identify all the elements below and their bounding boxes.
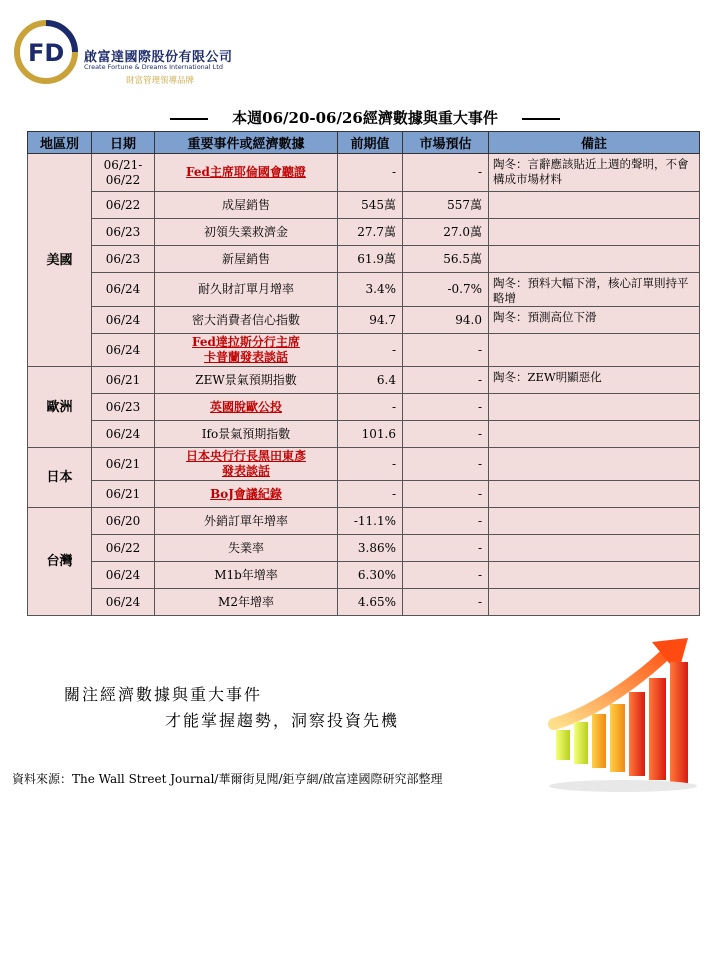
previous-value-cell: - <box>338 394 403 421</box>
date-cell: 06/21 <box>92 481 155 508</box>
previous-value-cell: 6.30% <box>338 562 403 589</box>
date-cell: 06/24 <box>92 273 155 307</box>
note-cell <box>489 334 700 367</box>
date-cell: 06/21 <box>92 448 155 481</box>
date-cell: 06/24 <box>92 307 155 334</box>
event-cell: 密大消費者信心指數 <box>155 307 338 334</box>
note-cell <box>489 219 700 246</box>
table-row <box>28 246 700 273</box>
date-cell: 06/24 <box>92 334 155 367</box>
previous-value-cell: - <box>338 334 403 367</box>
header-date: 日期 <box>92 132 155 154</box>
header-event: 重要事件或經濟數據 <box>155 132 338 154</box>
forecast-value-cell: 94.0 <box>403 307 489 334</box>
table-row <box>28 535 700 562</box>
forecast-value-cell: - <box>403 421 489 448</box>
forecast-value-cell: - <box>403 562 489 589</box>
svg-text:FD: FD <box>28 39 65 67</box>
event-cell: Fed達拉斯分行主席 卡普蘭發表談話 <box>155 334 338 367</box>
title-rule-right <box>522 118 560 120</box>
forecast-value-cell: - <box>403 535 489 562</box>
event-cell: 英國脫歐公投 <box>155 394 338 421</box>
growth-bars-arrow-icon <box>548 634 704 794</box>
table-body <box>28 154 700 616</box>
table-row <box>28 219 700 246</box>
date-cell: 06/23 <box>92 394 155 421</box>
note-cell <box>489 421 700 448</box>
economic-calendar-table <box>27 131 700 616</box>
event-cell: Ifo景氣預期指數 <box>155 421 338 448</box>
company-logo <box>14 18 254 88</box>
table-row <box>28 367 700 394</box>
date-cell: 06/23 <box>92 246 155 273</box>
note-cell <box>489 448 700 481</box>
note-cell <box>489 394 700 421</box>
previous-value-cell: - <box>338 154 403 192</box>
region-cell: 台灣 <box>28 508 92 616</box>
previous-value-cell: 61.9萬 <box>338 246 403 273</box>
previous-value-cell: 3.4% <box>338 273 403 307</box>
previous-value-cell: 4.65% <box>338 589 403 616</box>
data-source-note: 資料來源：The Wall Street Journal/華爾街見聞/鉅亨網/啟富達國際研究部整理 <box>12 772 443 786</box>
table-row <box>28 394 700 421</box>
company-english-name: Create Fortune & Dreams International Ltd <box>84 63 223 71</box>
region-cell: 日本 <box>28 448 92 508</box>
table-row <box>28 334 700 367</box>
table-row <box>28 307 700 334</box>
header-forecast: 市場預估 <box>403 132 489 154</box>
event-cell: ZEW景氣預期指數 <box>155 367 338 394</box>
forecast-value-cell: 557萬 <box>403 192 489 219</box>
previous-value-cell: 3.86% <box>338 535 403 562</box>
company-name: 啟富達國際股份有限公司 <box>84 50 233 65</box>
forecast-value-cell: - <box>403 154 489 192</box>
fd-logo-icon <box>14 20 78 84</box>
table-row <box>28 508 700 535</box>
forecast-value-cell: -0.7% <box>403 273 489 307</box>
table-row <box>28 421 700 448</box>
previous-value-cell: 545萬 <box>338 192 403 219</box>
note-cell <box>489 535 700 562</box>
note-cell: 陶冬：ZEW明顯惡化 <box>489 367 700 394</box>
note-cell: 陶冬：言辭應該貼近上週的聲明，不會構成市場材料 <box>489 154 700 192</box>
date-cell: 06/20 <box>92 508 155 535</box>
date-cell: 06/21- 06/22 <box>92 154 155 192</box>
event-cell: 失業率 <box>155 535 338 562</box>
date-cell: 06/24 <box>92 589 155 616</box>
event-cell: 成屋銷售 <box>155 192 338 219</box>
note-cell <box>489 589 700 616</box>
note-cell <box>489 481 700 508</box>
slogan-line-2: 才能掌握趨勢，洞察投資先機 <box>165 711 400 730</box>
region-cell: 歐洲 <box>28 367 92 448</box>
forecast-value-cell: 56.5萬 <box>403 246 489 273</box>
note-cell <box>489 508 700 535</box>
header-previous: 前期值 <box>338 132 403 154</box>
date-cell: 06/21 <box>92 367 155 394</box>
table-header-row <box>28 132 700 154</box>
note-cell: 陶冬：預料大幅下滑，核心訂單則持平略增 <box>489 273 700 307</box>
forecast-value-cell: - <box>403 481 489 508</box>
event-cell: Fed主席耶倫國會聽證 <box>155 154 338 192</box>
previous-value-cell: 6.4 <box>338 367 403 394</box>
forecast-value-cell: - <box>403 448 489 481</box>
event-cell: 日本央行行長黑田東彥 發表談話 <box>155 448 338 481</box>
previous-value-cell: - <box>338 448 403 481</box>
previous-value-cell: 94.7 <box>338 307 403 334</box>
table-row <box>28 273 700 307</box>
region-cell: 美國 <box>28 154 92 367</box>
date-cell: 06/22 <box>92 535 155 562</box>
date-cell: 06/22 <box>92 192 155 219</box>
forecast-value-cell: 27.0萬 <box>403 219 489 246</box>
previous-value-cell: - <box>338 481 403 508</box>
slogan-line-1: 關注經濟數據與重大事件 <box>64 685 263 704</box>
event-cell: 新屋銷售 <box>155 246 338 273</box>
event-cell: 外銷訂單年增率 <box>155 508 338 535</box>
note-cell <box>489 562 700 589</box>
forecast-value-cell: - <box>403 508 489 535</box>
table-row <box>28 154 700 192</box>
note-cell <box>489 246 700 273</box>
title-rule-left <box>170 118 208 120</box>
company-slogan: 財富管理領導品牌 <box>126 76 195 86</box>
table-row <box>28 481 700 508</box>
note-cell <box>489 192 700 219</box>
note-cell: 陶冬：預測高位下滑 <box>489 307 700 334</box>
event-cell: 耐久財訂單月增率 <box>155 273 338 307</box>
table-row <box>28 192 700 219</box>
previous-value-cell: -11.1% <box>338 508 403 535</box>
event-cell: BoJ會議紀錄 <box>155 481 338 508</box>
date-cell: 06/23 <box>92 219 155 246</box>
previous-value-cell: 101.6 <box>338 421 403 448</box>
event-cell: M1b年增率 <box>155 562 338 589</box>
forecast-value-cell: - <box>403 394 489 421</box>
forecast-value-cell: - <box>403 589 489 616</box>
date-cell: 06/24 <box>92 562 155 589</box>
forecast-value-cell: - <box>403 334 489 367</box>
event-cell: 初領失業救濟金 <box>155 219 338 246</box>
header-region: 地區別 <box>28 132 92 154</box>
table-row <box>28 589 700 616</box>
event-cell: M2年增率 <box>155 589 338 616</box>
forecast-value-cell: - <box>403 367 489 394</box>
page-title: 本週06/20-06/26經濟數據與重大事件 <box>232 109 498 127</box>
header-note: 備註 <box>489 132 700 154</box>
table-row <box>28 562 700 589</box>
previous-value-cell: 27.7萬 <box>338 219 403 246</box>
page-title-block <box>170 108 560 128</box>
table-row <box>28 448 700 481</box>
date-cell: 06/24 <box>92 421 155 448</box>
